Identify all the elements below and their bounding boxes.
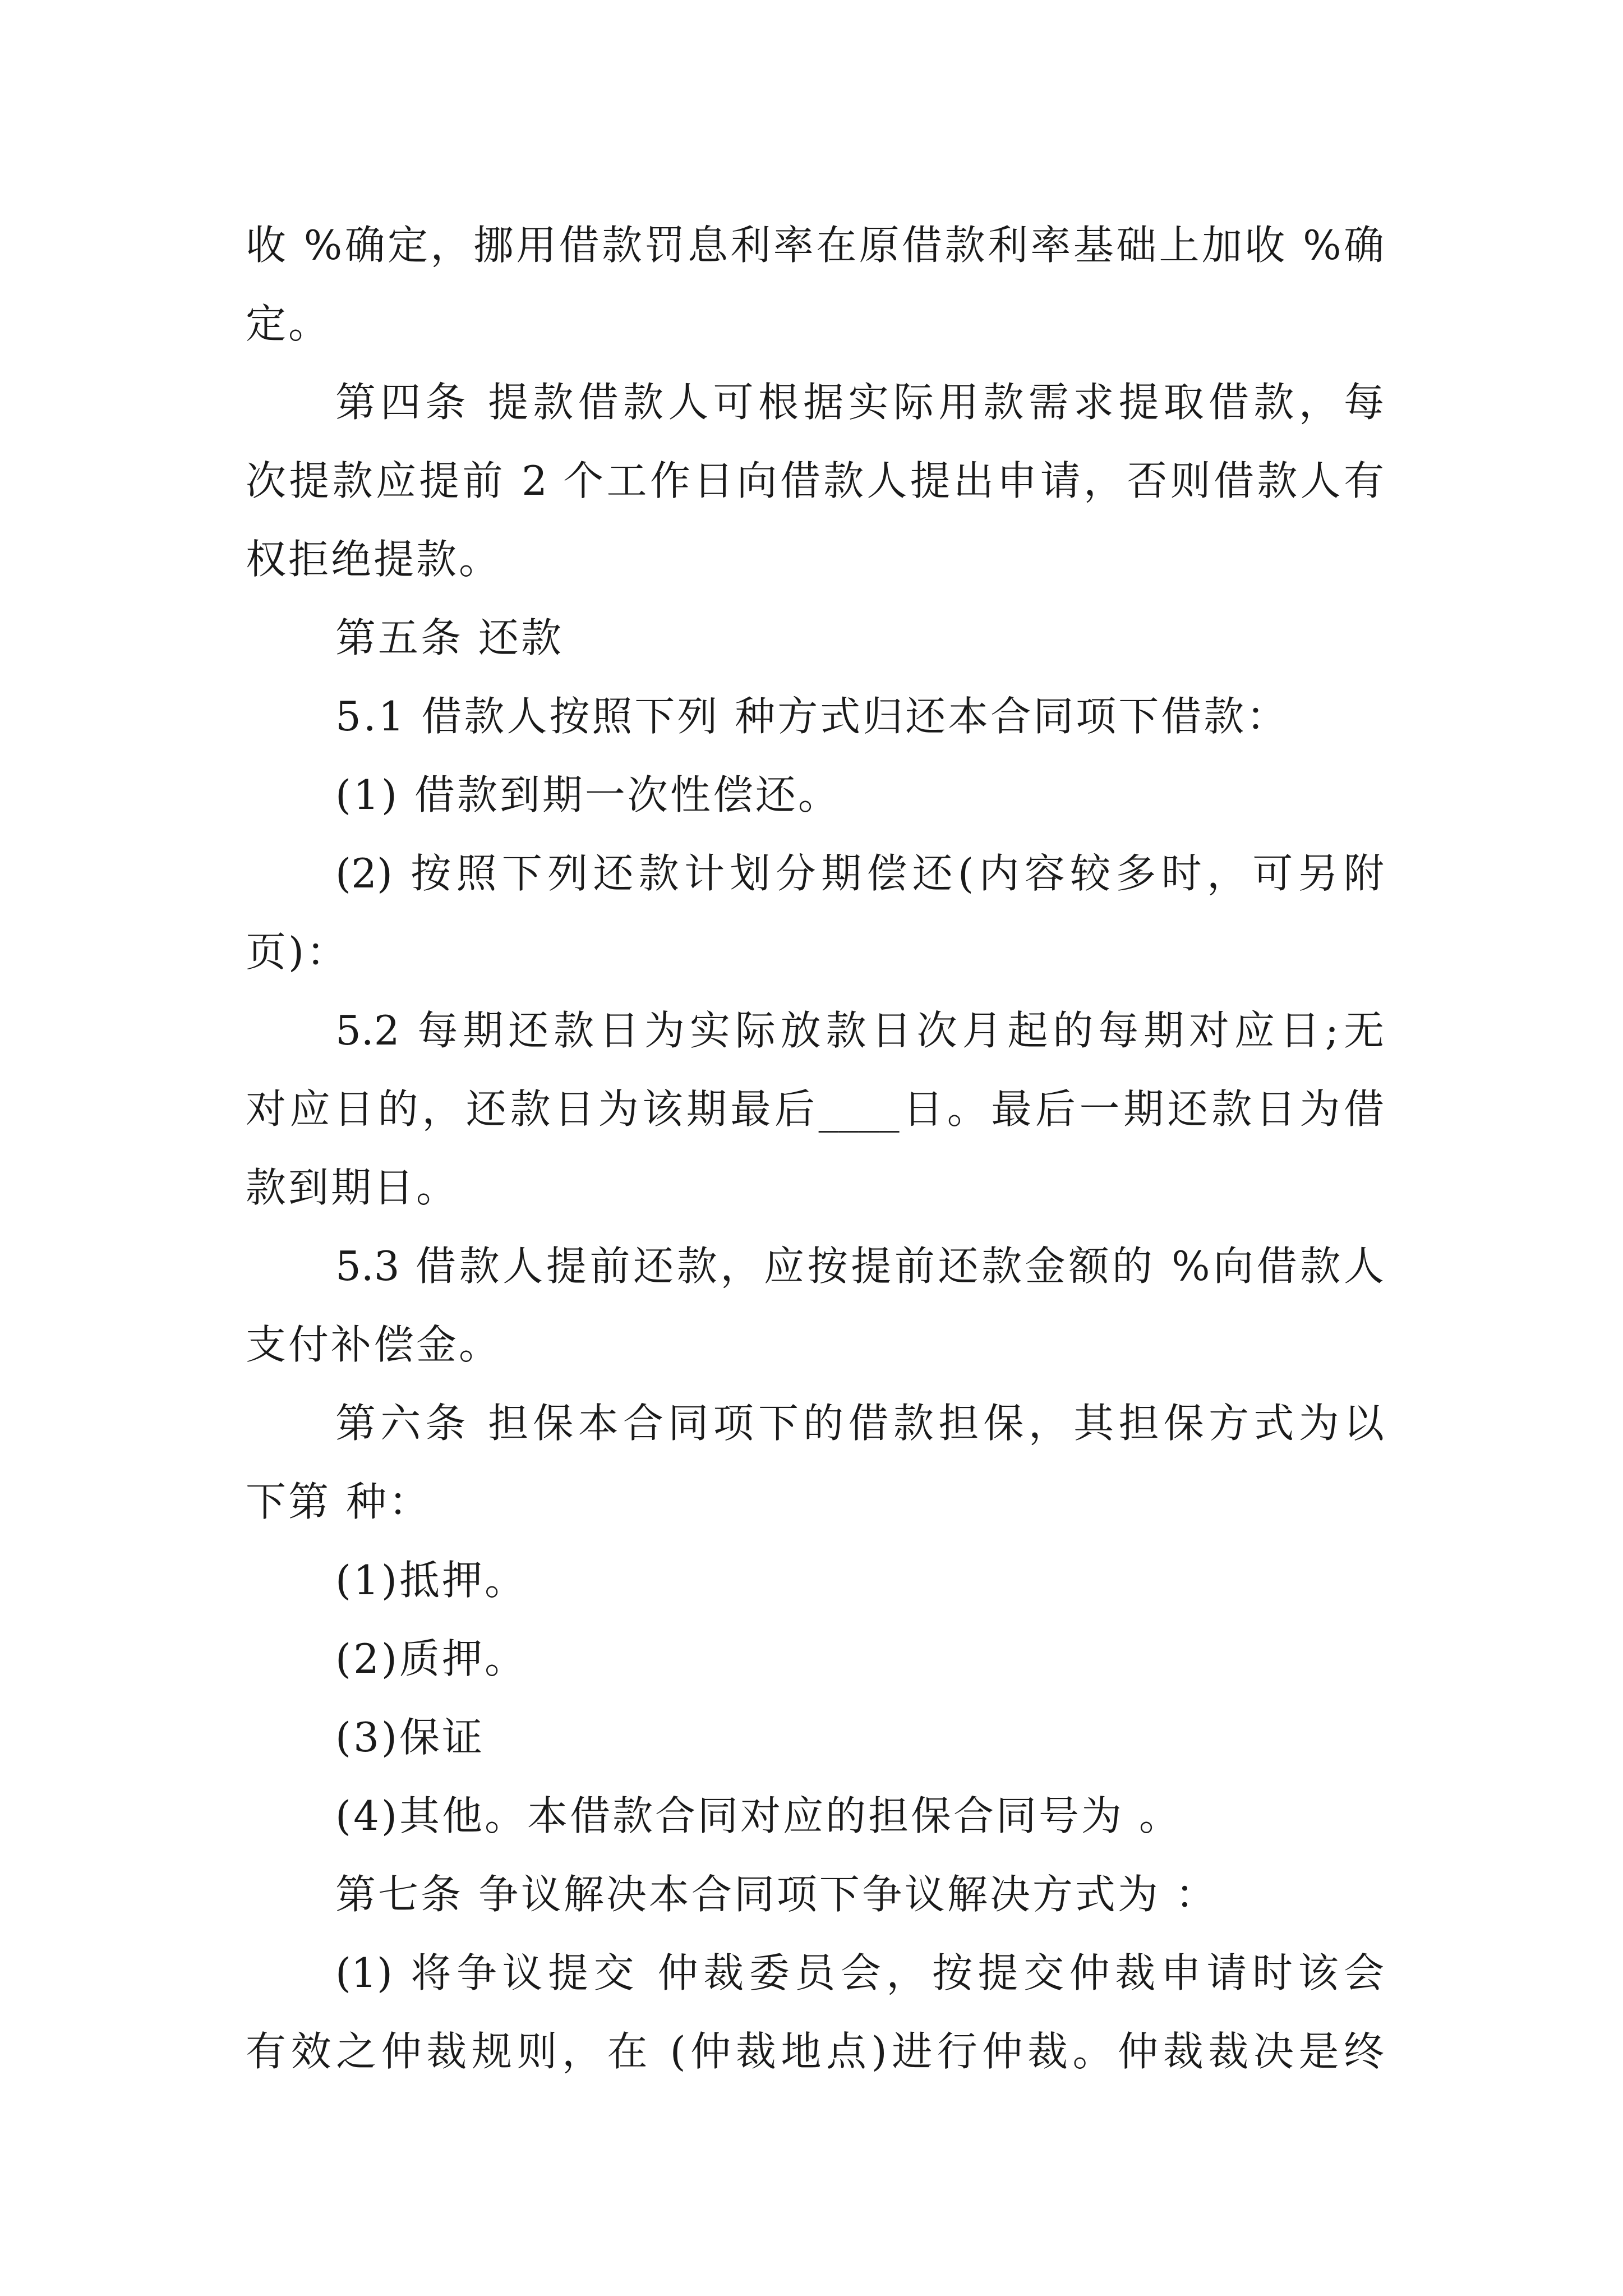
article-heading-line — [335, 1864, 1474, 1925]
list-item — [335, 843, 1384, 904]
line-text: 第六条 担保本合同项下的借款担保，其担保方式为以 — [335, 1400, 1384, 1447]
line-text: (4)其他。本借款合同对应的担保合同号为 。 — [335, 1792, 1182, 1839]
line-text: (1) 借款到期一次性偿还。 — [335, 771, 841, 818]
line-text: 次提款应提前 2 个工作日向借款人提出申请，否则借款人有 — [246, 457, 1384, 504]
paragraph-line — [246, 921, 1384, 983]
line-text: 5.1 借款人按照下列 种方式归还本合同项下借款： — [335, 693, 1289, 740]
paragraph-line — [246, 1078, 1384, 1140]
line-text: 第七条 争议解决本合同项下争议解决方式为 ： — [335, 1871, 1218, 1918]
line-text: 下第 种： — [246, 1478, 431, 1525]
line-text: 5.3 借款人提前还款，应按提前还款金额的 %向借款人 — [335, 1243, 1384, 1290]
line-text: 定。 — [246, 300, 331, 347]
line-text: 5.2 每期还款日为实际放款日次月起的每期对应日;无 — [335, 1007, 1384, 1054]
line-text: 支付补偿金。 — [246, 1321, 502, 1368]
line-text: 款到期日。 — [246, 1164, 459, 1211]
line-text: 第四条 提款借款人可根据实际用款需求提取借款，每 — [335, 379, 1384, 426]
paragraph-line — [246, 293, 1384, 355]
list-item — [335, 1549, 1474, 1611]
paragraph-line — [246, 1314, 1384, 1375]
clause-line — [335, 1000, 1384, 1061]
paragraph-line — [246, 214, 1384, 276]
paragraph-line — [246, 450, 1384, 512]
line-text: 第五条 还款 — [335, 614, 564, 661]
line-text: 权拒绝提款。 — [246, 536, 502, 583]
line-text: 对应日的，还款日为该期最后____日。最后一期还款日为借 — [246, 1085, 1384, 1133]
line-text: (2)质押。 — [335, 1635, 527, 1682]
list-item — [335, 1628, 1474, 1690]
paragraph-line — [246, 1471, 1384, 1533]
paragraph-line — [246, 1157, 1384, 1218]
line-text: (2) 按照下列还款计划分期偿还(内容较多时，可另附 — [335, 850, 1384, 897]
paragraph-line — [246, 528, 1384, 590]
line-text: 页)： — [246, 928, 349, 976]
list-item — [335, 764, 1474, 826]
line-text: (1) 将争议提交 仲裁委员会，按提交仲裁申请时该会 — [335, 1949, 1384, 1996]
article-heading-line — [335, 607, 1474, 669]
article-heading-line — [335, 371, 1384, 433]
line-text: 收 %确定，挪用借款罚息利率在原借款利率基础上加收 %确 — [246, 222, 1384, 269]
line-text: 有效之仲裁规则，在 (仲裁地点)进行仲裁。仲裁裁决是终 — [246, 2028, 1384, 2075]
line-text: (3)保证 — [335, 1714, 485, 1761]
line-text: (1)抵押。 — [335, 1557, 527, 1604]
clause-line — [335, 685, 1474, 747]
list-item — [335, 1785, 1474, 1847]
paragraph-line — [246, 2021, 1384, 2082]
list-item — [335, 1942, 1384, 2004]
article-heading-line — [335, 1392, 1384, 1454]
clause-line — [335, 1235, 1384, 1297]
list-item — [335, 1706, 1474, 1768]
